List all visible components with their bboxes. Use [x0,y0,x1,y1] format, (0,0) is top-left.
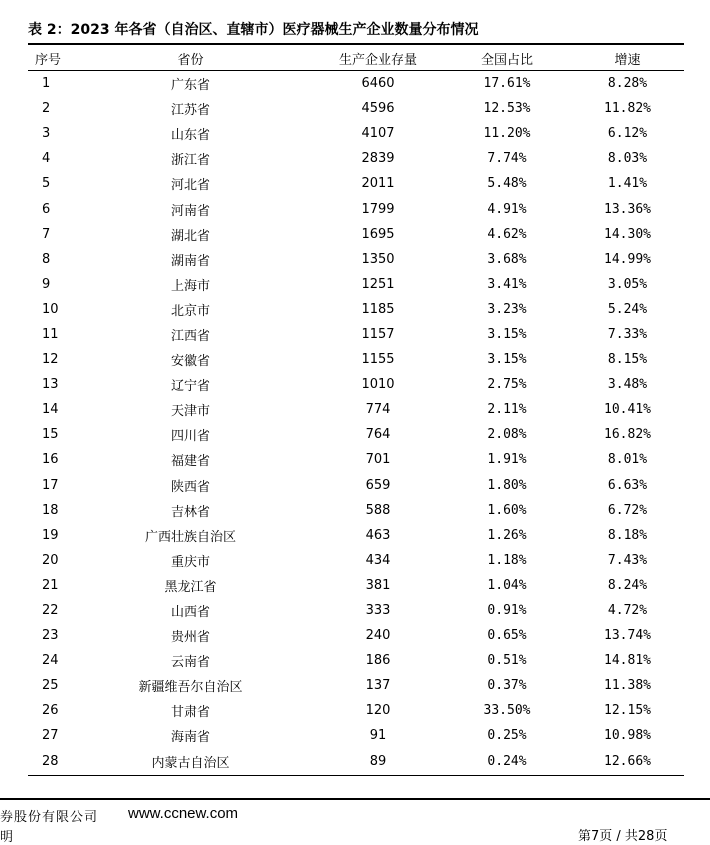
cell-index: 27 [42,728,59,744]
footer-continued-text: 明 [0,830,14,845]
cell-growth-rate: 8.01% [607,452,648,468]
table-body [28,71,684,774]
cell-national-share: 1.18% [487,552,527,568]
cell-province: 湖北省 [170,228,210,244]
cell-index: 17 [42,477,59,493]
table-row [28,473,684,498]
cell-index: 20 [42,552,59,568]
cell-enterprise-count: 774 [365,402,391,418]
cell-national-share: 0.51% [487,653,527,669]
cell-index: 7 [42,226,51,242]
cell-province: 江西省 [170,328,210,344]
cell-province: 天津市 [170,404,210,420]
table-row [28,698,684,723]
cell-national-share: 0.24% [487,753,527,769]
cell-province: 海南省 [170,730,210,746]
table-row [28,71,684,97]
cell-enterprise-count: 1695 [361,226,395,242]
cell-national-share: 1.80% [487,477,527,493]
cell-enterprise-count: 1157 [361,326,395,342]
cell-growth-rate: 13.74% [604,628,651,644]
cell-province: 福建省 [170,454,210,470]
cell-enterprise-count: 89 [369,753,387,769]
cell-national-share: 11.20% [483,126,531,142]
table-row [28,247,684,272]
cell-enterprise-count: 1155 [361,352,395,368]
cell-growth-rate: 4.72% [607,603,648,619]
cell-province: 山东省 [170,128,210,144]
cell-enterprise-count: 120 [365,703,391,719]
cell-province: 甘肃省 [170,705,210,721]
table-row [28,623,684,648]
cell-index: 25 [42,678,59,694]
cell-national-share: 0.91% [487,603,527,619]
cell-growth-rate: 8.24% [607,577,648,593]
data-table [28,46,684,774]
cell-province: 内蒙古自治区 [151,755,230,771]
cell-national-share: 12.53% [483,101,531,117]
cell-growth-rate: 8.18% [607,527,648,543]
cell-national-share: 0.25% [487,728,527,744]
table-row [28,523,684,548]
cell-enterprise-count: 1251 [361,276,395,292]
cell-index: 28 [42,753,59,769]
table-row [28,397,684,422]
cell-index: 24 [42,653,59,669]
header-growth-rate: 增速 [571,46,684,71]
cell-growth-rate: 16.82% [604,427,651,443]
cell-growth-rate: 10.41% [604,402,651,418]
table-row [28,347,684,372]
header-national-share: 全国占比 [443,46,571,71]
cell-enterprise-count: 137 [365,678,391,694]
cell-enterprise-count: 463 [365,527,391,543]
table-row [28,322,684,347]
cell-national-share: 0.65% [487,628,527,644]
table-row [28,121,684,146]
table-row [28,598,684,623]
table-row [28,146,684,171]
table-row [28,723,684,748]
cell-growth-rate: 10.98% [604,728,651,744]
cell-growth-rate: 14.81% [604,653,651,669]
table-row [28,673,684,698]
cell-enterprise-count: 6460 [361,76,395,92]
cell-national-share: 3.68% [487,251,527,267]
cell-growth-rate: 5.24% [607,301,648,317]
cell-growth-rate: 1.41% [607,176,648,192]
cell-growth-rate: 7.43% [607,552,648,568]
cell-growth-rate: 11.82% [604,101,651,117]
table-row [28,297,684,322]
cell-growth-rate: 11.38% [604,678,651,694]
cell-province: 湖南省 [170,253,210,269]
cell-province: 河北省 [170,178,210,194]
table-row [28,749,684,774]
cell-national-share: 5.48% [487,176,527,192]
table-row [28,422,684,447]
cell-growth-rate: 8.15% [607,352,648,368]
cell-enterprise-count: 701 [365,452,391,468]
cell-index: 23 [42,628,59,644]
cell-growth-rate: 6.12% [607,126,648,142]
cell-growth-rate: 13.36% [604,201,651,217]
cell-national-share: 1.91% [487,452,527,468]
cell-enterprise-count: 764 [365,427,391,443]
cell-growth-rate: 3.48% [607,377,648,393]
cell-national-share: 2.11% [487,402,527,418]
footer-rule [0,798,710,800]
header-index: 序号 [28,46,68,71]
cell-province: 上海市 [170,278,210,294]
table-row [28,196,684,221]
cell-index: 6 [42,201,51,217]
table-header-row [28,46,684,71]
cell-province: 重庆市 [170,554,210,570]
table-row [28,548,684,573]
cell-national-share: 0.37% [487,678,527,694]
cell-index: 10 [42,301,59,317]
table-row [28,96,684,121]
cell-growth-rate: 6.72% [607,502,648,518]
cell-enterprise-count: 1350 [361,251,395,267]
cell-province: 辽宁省 [170,379,210,395]
table-top-rule [28,43,684,45]
cell-province: 江苏省 [170,103,210,119]
table-bottom-rule [28,775,684,776]
cell-national-share: 3.41% [487,276,527,292]
cell-index: 11 [42,326,59,342]
cell-national-share: 1.26% [487,527,527,543]
cell-growth-rate: 14.30% [604,226,651,242]
cell-index: 1 [42,76,51,92]
cell-enterprise-count: 2839 [361,151,395,167]
cell-province: 浙江省 [170,153,210,169]
cell-index: 4 [42,151,51,167]
cell-national-share: 2.08% [487,427,527,443]
header-enterprise-count: 生产企业存量 [313,46,443,71]
cell-national-share: 17.61% [483,76,531,92]
cell-national-share: 4.62% [487,226,527,242]
cell-national-share: 2.75% [487,377,527,393]
cell-province: 四川省 [170,429,210,445]
cell-index: 9 [42,276,51,292]
cell-enterprise-count: 1185 [361,301,395,317]
cell-enterprise-count: 2011 [361,176,395,192]
table-row [28,372,684,397]
table-row [28,272,684,297]
cell-index: 15 [42,427,59,443]
table-row [28,222,684,247]
cell-province: 黑龙江省 [164,579,217,595]
cell-province: 广西壮族自治区 [144,529,236,545]
cell-growth-rate: 7.33% [607,326,648,342]
table-row [28,498,684,523]
cell-index: 3 [42,126,51,142]
cell-growth-rate: 8.28% [607,76,648,92]
cell-national-share: 3.23% [487,301,527,317]
cell-enterprise-count: 240 [365,628,391,644]
cell-enterprise-count: 91 [369,728,387,744]
cell-index: 8 [42,251,51,267]
table-row [28,573,684,598]
cell-national-share: 3.15% [487,352,527,368]
cell-growth-rate: 12.15% [604,703,651,719]
cell-province: 云南省 [170,655,210,671]
cell-province: 山西省 [170,605,210,621]
cell-province: 新疆维吾尔自治区 [138,680,243,696]
cell-national-share: 3.15% [487,326,527,342]
cell-index: 2 [42,101,51,117]
cell-index: 18 [42,502,59,518]
cell-province: 广东省 [170,78,210,94]
cell-index: 14 [42,402,59,418]
cell-enterprise-count: 1799 [361,201,395,217]
cell-growth-rate: 6.63% [607,477,648,493]
cell-enterprise-count: 186 [365,653,391,669]
cell-province: 吉林省 [170,504,210,520]
cell-province: 河南省 [170,203,210,219]
cell-enterprise-count: 434 [365,552,391,568]
cell-province: 陕西省 [170,479,210,495]
cell-enterprise-count: 4107 [361,126,395,142]
cell-national-share: 7.74% [487,151,527,167]
cell-enterprise-count: 1010 [361,377,395,393]
cell-national-share: 4.91% [487,201,527,217]
table-row [28,171,684,196]
cell-national-share: 1.60% [487,502,527,518]
cell-index: 22 [42,603,59,619]
cell-growth-rate: 3.05% [607,276,648,292]
cell-growth-rate: 12.66% [604,753,651,769]
cell-index: 5 [42,176,51,192]
cell-index: 13 [42,377,59,393]
cell-enterprise-count: 333 [365,603,391,619]
cell-enterprise-count: 659 [365,477,391,493]
cell-growth-rate: 14.99% [604,251,651,267]
cell-index: 26 [42,703,59,719]
cell-enterprise-count: 381 [365,577,391,593]
cell-enterprise-count: 588 [365,502,391,518]
table-title: 表 2：2023 年各省（自治区、直辖市）医疗器械生产企业数量分布情况 [28,22,479,38]
table-row [28,648,684,673]
table-row [28,447,684,472]
cell-national-share: 1.04% [487,577,527,593]
footer-company: 券股份有限公司 [0,810,99,825]
header-province: 省份 [68,46,313,71]
cell-enterprise-count: 4596 [361,101,395,117]
cell-growth-rate: 8.03% [607,151,648,167]
cell-index: 12 [42,352,59,368]
cell-index: 21 [42,577,59,593]
cell-province: 安徽省 [170,354,210,370]
cell-index: 19 [42,527,59,543]
cell-index: 16 [42,452,59,468]
page-number: 第7页 / 共28页 [578,829,668,844]
cell-national-share: 33.50% [483,703,531,719]
cell-province: 北京市 [170,303,210,319]
footer-url[interactable]: www.ccnew.com [128,805,239,822]
cell-province: 贵州省 [170,630,210,646]
